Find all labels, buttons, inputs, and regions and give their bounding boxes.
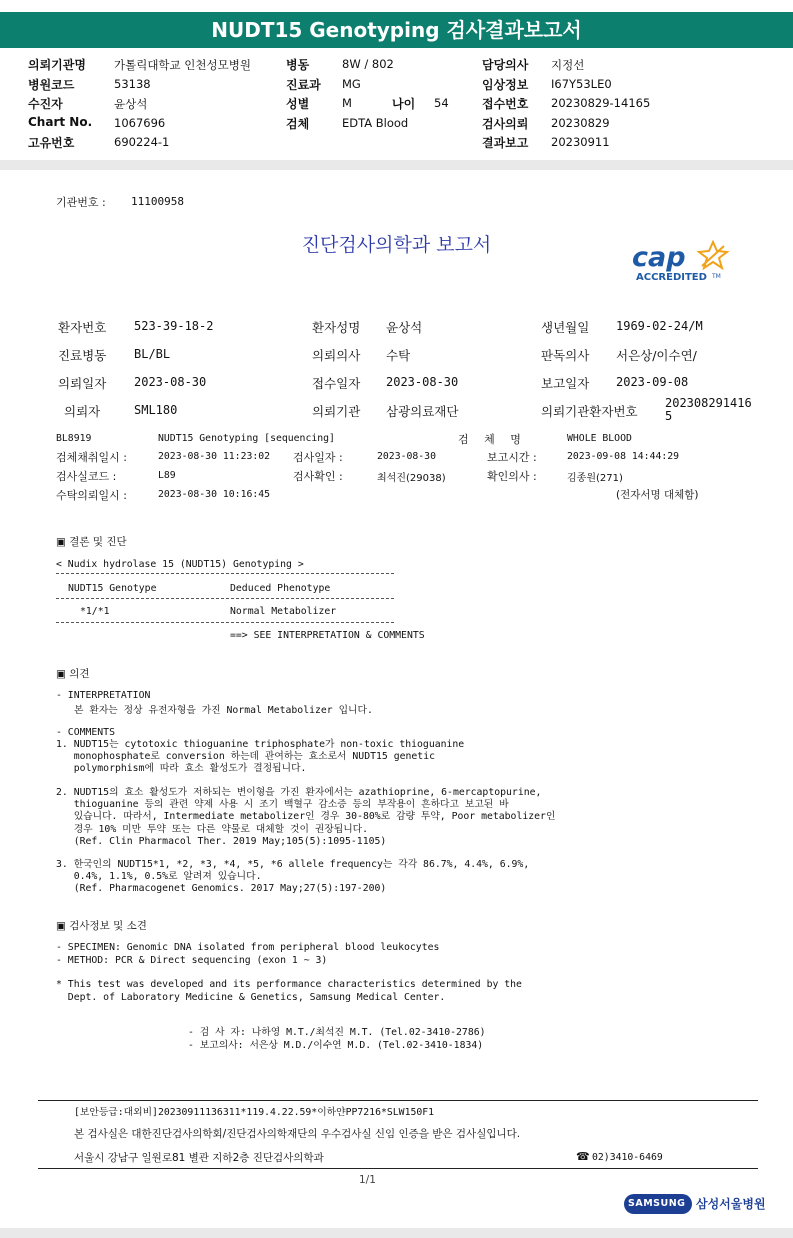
- value-report-date2: 2023-09-08: [616, 375, 689, 389]
- value-age: 54: [434, 96, 449, 110]
- value-ref-inst: 삼광의료재단: [386, 404, 459, 419]
- dash-line-3: [56, 622, 394, 623]
- label-doctor: 담당의사: [482, 58, 529, 72]
- specimen-line: - SPECIMEN: Genomic DNA isolated from peripheral blood leukocytes: [56, 942, 440, 953]
- collect-value: 2023-08-30 11:23:02: [158, 451, 271, 462]
- comment-1-line: monophosphate로 conversion 하는데 관여하는 효소로서 NUDT15 genetic: [56, 751, 435, 763]
- value-specimen: EDTA Blood: [342, 116, 409, 130]
- address-line: 서울시 강남구 일원로81 별관 지하2층 진단검사의학과: [74, 1152, 324, 1164]
- label-birth: 생년월일: [541, 320, 590, 335]
- dash-line-1: [56, 573, 394, 574]
- signer-doctor: - 보고의사: 서은상 M.D./이수연 M.D. (Tel.02-3410-1834): [188, 1040, 484, 1051]
- value-clinical-info: I67Y53LE0: [551, 77, 612, 91]
- value-ref-inst-pt-no-2: 5: [665, 409, 673, 423]
- result-subtitle: < Nudix hydrolase 15 (NUDT15) Genotyping >: [56, 559, 304, 570]
- label-ref-inst: 의뢰기관: [312, 404, 361, 419]
- lab-code-label: 검사실코드 :: [56, 470, 117, 483]
- divider-bar: [0, 160, 793, 170]
- test-date-label: 검사일자 :: [293, 451, 343, 464]
- consign-label: 수탁의뢰일시 :: [56, 489, 127, 502]
- cap-tm: TM: [712, 273, 721, 280]
- page-number: 1/1: [359, 1174, 376, 1186]
- comment-3: [56, 859, 529, 896]
- value-patient: 윤상석: [114, 97, 148, 111]
- footer-bar: [0, 1228, 793, 1238]
- value-hospital-code: 53138: [114, 77, 151, 91]
- value-ref-inst-pt-no: 202308291416: [665, 396, 752, 410]
- label-report-date: 결과보고: [482, 136, 529, 150]
- value-department: MG: [342, 77, 361, 91]
- see-interpretation: ==> SEE INTERPRETATION & COMMENTS: [230, 630, 425, 641]
- col-phenotype: Deduced Phenotype: [230, 583, 331, 594]
- info-note: [56, 979, 522, 1004]
- label-patient-no: 환자번호: [58, 320, 107, 335]
- label-receipt-date: 접수일자: [312, 376, 361, 391]
- value-unique-no: 690224-1: [114, 135, 170, 149]
- comment-1-line: polymorphism에 따라 효소 활성도가 결정됩니다.: [56, 763, 307, 775]
- security-line: [보안등급:대외비]20230911136311*119.4.22.59*이하얀PP7216*SLW150F1: [74, 1107, 435, 1118]
- value-chart-no: 1067696: [114, 116, 166, 130]
- note-line: Dept. of Laboratory Medicine & Genetics, Samsung Medical Center.: [56, 991, 446, 1003]
- interp-text: 본 환자는 정상 유전자형을 가진 Normal Metabolizer 입니다.: [74, 705, 373, 716]
- confirm-doctor-value: 김종원(271): [567, 473, 623, 484]
- comment-2-line: 경우 10% 미만 투약 또는 다른 약물로 대체할 것이 권장됩니다.: [56, 823, 369, 835]
- info-lines: [56, 942, 439, 967]
- report-title-banner: NUDT15 Genotyping 검사결과보고서: [0, 12, 793, 48]
- label-ref-doctor: 의뢰의사: [312, 348, 361, 363]
- confirm-doctor-label: 확인의사 :: [487, 470, 537, 483]
- signer-tech: - 검 사 자: 나하영 M.T./최석진 M.T. (Tel.02-3410-2786): [188, 1027, 486, 1038]
- col-genotype: NUDT15 Genotype: [68, 583, 157, 594]
- comment-1: [56, 739, 464, 776]
- value-ward2: BL/BL: [134, 347, 171, 361]
- label-age: 나이: [392, 97, 416, 111]
- comment-2-line: 있습니다. 따라서, Intermediate metabolizer인 경우 30-80%로 감량 투약, Poor metabolizer인: [56, 811, 556, 823]
- value-requester: SML180: [134, 403, 178, 417]
- info-heading: ▣ 검사정보 및 소견: [56, 920, 147, 932]
- label-ward: 병동: [286, 58, 310, 72]
- footer-rule-top: [38, 1100, 758, 1101]
- comment-1-line: 1. NUDT15는 cytotoxic thioguanine triphosphate가 non-toxic thioguanine: [56, 739, 465, 750]
- institution-no: 11100958: [131, 195, 184, 208]
- genotype-value: *1/*1: [80, 606, 110, 617]
- label-patient-name: 환자성명: [312, 320, 361, 335]
- value-institution: 가톨릭대학교 인천성모병원: [114, 58, 251, 72]
- cert-line: 본 검사실은 대한진단검사의학회/진단검사의학재단의 우수검사실 신임 인증을 받은 검사실입니다.: [74, 1128, 521, 1140]
- value-ref-date: 2023-08-30: [134, 375, 207, 389]
- consign-value: 2023-08-30 10:16:45: [158, 489, 271, 500]
- label-ref-date: 의뢰일자: [58, 376, 107, 391]
- label-hospital-code: 병원코드: [28, 78, 75, 92]
- label-reader: 판독의사: [541, 348, 590, 363]
- label-chart-no: Chart No.: [28, 115, 93, 129]
- value-patient-no: 523-39-18-2: [134, 319, 214, 333]
- label-clinical-info: 임상정보: [482, 78, 529, 92]
- phone-number: 02)3410-6469: [592, 1152, 663, 1163]
- comment-2-line: 2. NUDT15의 효소 활성도가 저하되는 변이형을 가진 환자에서는 azathioprine, 6-mercaptopurine,: [56, 787, 542, 798]
- test-confirm-label: 검사확인 :: [293, 470, 343, 483]
- comment-3-line: 0.4%, 1.1%, 0.5%로 알려져 있습니다.: [56, 871, 262, 883]
- label-patient: 수진자: [28, 97, 63, 111]
- collect-label: 검체채취일시 :: [56, 451, 127, 464]
- value-doctor: 지정선: [551, 58, 585, 72]
- footer-rule-bottom: [38, 1168, 758, 1169]
- test-name: NUDT15 Genotyping [sequencing]: [158, 433, 335, 444]
- label-unique-no: 고유번호: [28, 136, 75, 150]
- dash-line-2: [56, 598, 394, 599]
- phenotype-value: Normal Metabolizer: [230, 606, 337, 617]
- report-time-value: 2023-09-08 14:44:29: [567, 451, 680, 462]
- test-date-value: 2023-08-30: [377, 451, 436, 462]
- cap-accredited-logo: [630, 240, 740, 288]
- interp-title: - INTERPRETATION: [56, 690, 151, 701]
- comments-title: - COMMENTS: [56, 727, 115, 738]
- report-subtitle: 진단검사의학과 보고서: [301, 234, 492, 256]
- label-department: 진료과: [286, 78, 321, 92]
- value-reader: 서은상/이수연/: [616, 348, 697, 363]
- label-ref-inst-pt-no: 의뢰기관환자번호: [541, 404, 638, 419]
- method-line: - METHOD: PCR & Direct sequencing (exon 1 ~ 3): [56, 954, 328, 966]
- test-code: BL8919: [56, 433, 92, 444]
- value-receipt-date: 2023-08-30: [386, 375, 459, 389]
- e-sign-note: (전자서명 대체함): [616, 489, 699, 501]
- phone-icon: ☎: [576, 1150, 590, 1163]
- value-receipt-no: 20230829-14165: [551, 96, 651, 110]
- report-time-label: 보고시간 :: [487, 451, 537, 464]
- specimen-value: WHOLE BLOOD: [567, 433, 632, 444]
- value-birth: 1969-02-24/M: [616, 319, 703, 333]
- comment-2: [56, 787, 555, 848]
- value-ward: 8W / 802: [342, 57, 394, 71]
- test-confirm-value: 최석진(29038): [377, 473, 446, 484]
- label-request-date: 검사의뢰: [482, 117, 529, 131]
- opinion-heading: ▣ 의견: [56, 668, 90, 680]
- specimen-label: 검 체 명: [458, 433, 527, 446]
- label-requester: 의뢰자: [64, 404, 101, 419]
- comment-3-line: 3. 한국인의 NUDT15*1, *2, *3, *4, *5, *6 allele frequency는 각각 86.7%, 4.4%, 6.9%,: [56, 859, 530, 870]
- label-institution: 의뢰기관명: [28, 58, 86, 72]
- label-sex: 성별: [286, 97, 310, 111]
- value-ref-doctor: 수탁: [386, 348, 411, 363]
- value-request-date: 20230829: [551, 116, 610, 130]
- result-heading: ▣ 결론 및 진단: [56, 536, 127, 548]
- note-line: * This test was developed and its performance characteristics determined by the: [56, 979, 522, 990]
- label-ward2: 진료병동: [58, 348, 107, 363]
- signers: [188, 1026, 486, 1052]
- comment-2-line: (Ref. Clin Pharmacol Ther. 2019 May;105(5):1095-1105): [56, 835, 387, 847]
- institution-no-label: 기관번호 :: [56, 196, 106, 209]
- comment-3-line: (Ref. Pharmacogenet Genomics. 2017 May;27(5):197-200): [56, 883, 387, 895]
- cap-logo-text: cap: [632, 242, 686, 273]
- cap-accredited-text: ACCREDITED: [636, 272, 707, 283]
- value-report-date: 20230911: [551, 135, 610, 149]
- hospital-name: 삼성서울병원: [696, 1197, 766, 1211]
- lab-code-value: L89: [158, 470, 176, 481]
- samsung-logo-text: SAMSUNG: [628, 1198, 686, 1209]
- comment-2-line: thioguanine 등의 관련 약제 사용 시 조기 백혈구 감소증 등의 부작용이 흔하다고 보고된 바: [56, 799, 509, 811]
- label-specimen: 검체: [286, 117, 310, 131]
- label-receipt-no: 접수번호: [482, 97, 529, 111]
- samsung-logo: [624, 1194, 692, 1214]
- label-report-date2: 보고일자: [541, 376, 590, 391]
- value-sex: M: [342, 96, 352, 110]
- cap-star-icon: [696, 240, 730, 270]
- value-patient-name: 윤상석: [386, 320, 423, 335]
